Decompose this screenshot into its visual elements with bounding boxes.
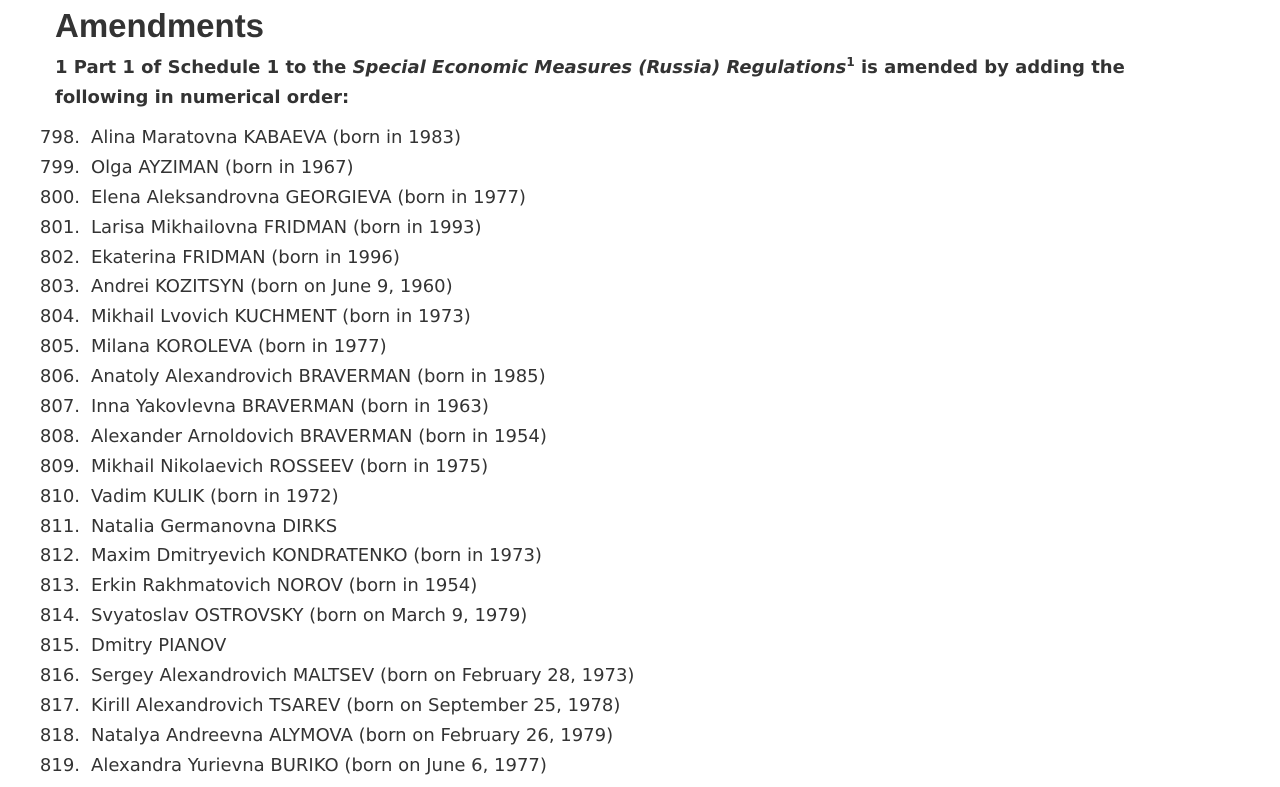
item-text: Inna Yakovlevna BRAVERMAN (born in 1963) — [91, 396, 489, 418]
item-number: 810. — [39, 485, 80, 507]
item-text: Dmitry PIANOV — [91, 635, 227, 657]
item-text: Olga AYZIMAN (born in 1967) — [91, 156, 354, 178]
item-text: Andrei KOZITSYN (born on June 9, 1960) — [91, 276, 453, 298]
item-text: Alina Maratovna KABAEVA (born in 1983) — [91, 127, 462, 148]
item-number: 809. — [39, 455, 80, 477]
item-text: Kirill Alexandrovich TSAREV (born on September 25, 1978) — [91, 694, 621, 716]
item-number: 819. — [39, 754, 80, 776]
item-text: Sergey Alexandrovich MALTSEV (born on February 28, 1973) — [91, 665, 635, 687]
item-text: Natalya Andreevna ALYMOVA (born on February 26, 1979) — [91, 724, 614, 746]
item-number: 799. — [39, 156, 80, 178]
item-text: Natalia Germanovna DIRKS — [91, 515, 338, 537]
item-text: Elena Aleksandrovna GEORGIEVA (born in 1977) — [91, 186, 526, 208]
amendment-intro — [55, 53, 1165, 113]
item-text: Mikhail Nikolaevich ROSSEEV (born in 1975) — [91, 455, 489, 477]
item-number: 807. — [39, 396, 80, 418]
item-text: Svyatoslav OSTROVSKY (born on March 9, 1979) — [91, 605, 528, 627]
item-text: Mikhail Lvovich KUCHMENT (born in 1973) — [91, 306, 471, 328]
item-number: 814. — [39, 605, 80, 627]
section-heading: Amendments — [55, 7, 265, 44]
item-number: 802. — [39, 246, 80, 268]
item-text: Erkin Rakhmatovich NOROV (born in 1954) — [91, 575, 478, 597]
item-text: Larisa Mikhailovna FRIDMAN (born in 1993) — [91, 216, 482, 238]
item-number: 803. — [39, 276, 80, 298]
item-number: 811. — [39, 515, 80, 537]
item-number: 816. — [39, 665, 80, 687]
item-number: 817. — [39, 694, 80, 716]
item-text: Ekaterina FRIDMAN (born in 1996) — [91, 246, 400, 268]
intro-prefix: 1 Part 1 of Schedule 1 to the — [55, 57, 353, 78]
item-number: 812. — [39, 545, 80, 567]
footnote-reference: 1 — [846, 55, 855, 69]
item-text: Alexandra Yurievna BURIKO (born on June 6, 1977) — [91, 754, 547, 776]
item-number: 813. — [39, 575, 80, 597]
item-number: 808. — [39, 425, 80, 447]
item-number: 798. — [39, 127, 80, 148]
item-number: 801. — [39, 216, 80, 238]
item-number: 818. — [39, 724, 80, 746]
item-text: Maxim Dmitryevich KONDRATENKO (born in 1973) — [91, 545, 542, 567]
intro-suffix: is amended by adding the following in numerical order: — [55, 57, 1125, 108]
item-number: 815. — [39, 635, 80, 657]
regulation-title: Special Economic Measures (Russia) Regulations — [352, 57, 847, 78]
item-text: Anatoly Alexandrovich BRAVERMAN (born in 1985) — [91, 366, 546, 388]
item-number: 800. — [39, 186, 80, 208]
item-text: Alexander Arnoldovich BRAVERMAN (born in 1954) — [91, 425, 547, 447]
item-number: 806. — [39, 366, 80, 388]
item-text: Milana KOROLEVA (born in 1977) — [91, 336, 387, 358]
item-number: 805. — [39, 336, 80, 358]
item-number: 804. — [39, 306, 80, 328]
item-text: Vadim KULIK (born in 1972) — [91, 485, 339, 507]
